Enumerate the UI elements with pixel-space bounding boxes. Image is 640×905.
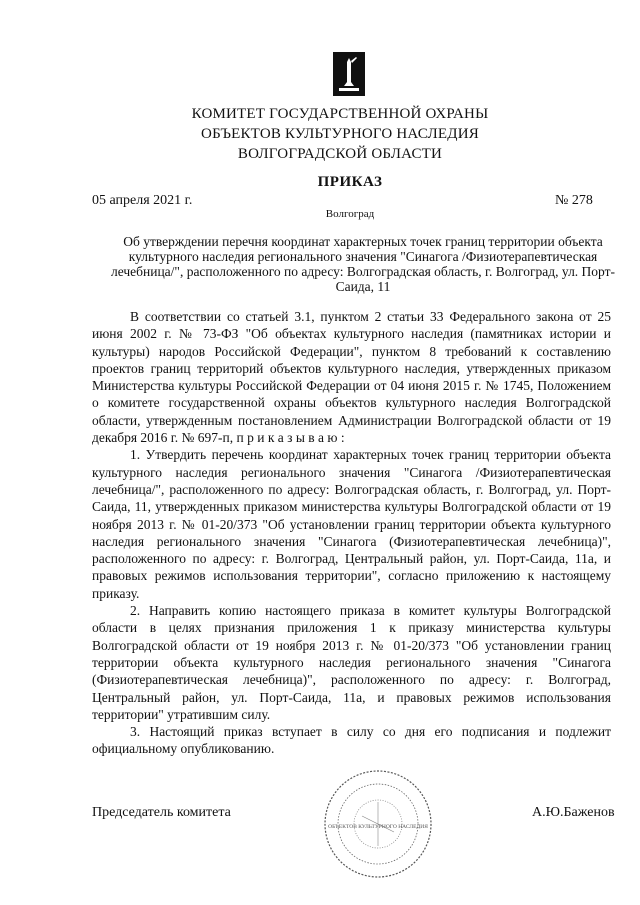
organization-name: [160, 104, 520, 164]
org-line-3: ВОЛГОГРАДСКОЙ ОБЛАСТИ: [237, 146, 443, 162]
org-line-1: КОМИТЕТ ГОСУДАРСТВЕННОЙ ОХРАНЫ: [191, 106, 489, 122]
signatory-name: А.Ю.Баженов: [532, 805, 615, 820]
item-1-paragraph: 1. Утвердить перечень координат характерных точек границ территории объекта культурного наследия регионального значения "Синагога /Физиотерапевтическая лечебница/", расположенного по адресу: Волгоградская область, г. Волгоград, ул. Порт-Саида, 11, утвержденных приказом министерства культуры Волгоградской области от 19 ноября 2013 г. № 01-20/373 "Об установлении границ территории объекта культурного наследия регионального значения "Синагога (Физиотерапевтическая лечебница)", расположенного по адресу: г. Волгоград, Центральный район, ул. Порт-Саида, 11а, и правовых режимов использования территории", согласно приложению к настоящему приказу.: [92, 447, 611, 601]
coat-of-arms-icon: [333, 52, 365, 96]
item-3-paragraph: 3. Настоящий приказ вступает в силу со дня его подписания и подлежит официальному опубликованию.: [92, 724, 611, 757]
order-number: № 278: [555, 193, 593, 208]
seal-text: ОБЪЕКТОВ КУЛЬТУРНОГО НАСЛЕДИЯ: [328, 824, 428, 830]
order-body: [92, 308, 611, 758]
official-seal-icon: [322, 768, 434, 880]
order-city: Волгоград: [325, 208, 375, 220]
document-title: ПРИКАЗ: [317, 174, 383, 190]
org-line-2: ОБЪЕКТОВ КУЛЬТУРНОГО НАСЛЕДИЯ: [201, 126, 479, 142]
order-subject: Об утверждении перечня координат характерных точек границ территории объекта культурного наследия регионального значения "Синагога /Физиотерапевтическая лечебница/", расположенного по адресу: Волгоградская область, г. Волгоград, ул. Порт-Саида, 11: [110, 234, 616, 294]
item-2-paragraph: 2. Направить копию настоящего приказа в комитет культуры Волгоградской области в целях признания приложения 1 к приказу министерства культуры Волгоградской области от 19 ноября 2013 г. № 01-20/373 "Об установлении границ территории объекта культурного наследия регионального значения "Синагога (Физиотерапевтическая лечебница)", расположенного по адресу: г. Волгоград, Центральный район, ул. Порт-Саида, 11а, и правовых режимов использования территории" утратившим силу.: [92, 603, 611, 722]
signatory-position: Председатель комитета: [92, 805, 231, 820]
preamble-paragraph: В соответствии со статьей 3.1, пунктом 2 статьи 33 Федерального закона от 25 июня 2002 г. № 73-ФЗ "Об объектах культурного наследия (памятниках истории и культуры) народов Российской Федерации", пунктом 8 требований к составлению проектов границ территорий объектов культурного наследия, утвержденных приказом Министерства культуры Российской Федерации от 04 июня 2015 г. № 1745, Положением о комитете государственной охраны объектов культурного наследия Волгоградской области, утвержденным постановлением Администрации Волгоградской области от 19 декабря 2016 г. № 697-п, п р и к а з ы в а ю :: [92, 309, 611, 446]
order-date: 05 апреля 2021 г.: [92, 193, 193, 208]
